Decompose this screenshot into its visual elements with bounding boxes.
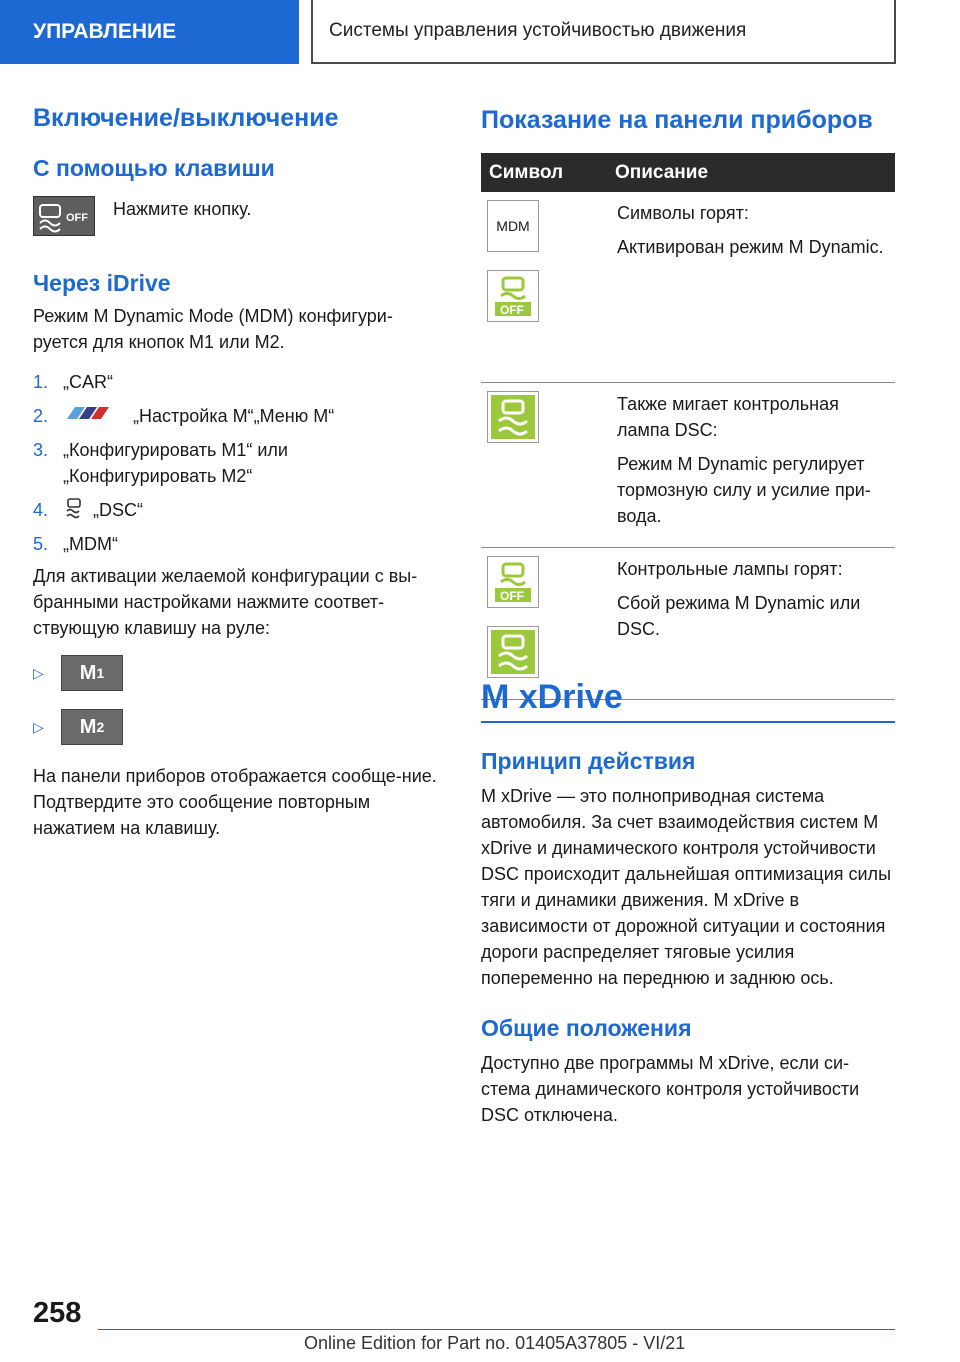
- svg-text:OFF: OFF: [66, 212, 88, 224]
- press-button-text: Нажмите кнопку.: [113, 199, 252, 219]
- list-item: 3. „Конфигурировать M1“ или „Конфигурировать M2“: [33, 440, 288, 486]
- dsc-indicator-icon: [487, 391, 539, 443]
- confirm-text: На панели приборов отображается сообще-ние. Подтвердите это сообщение повторным нажатием на клавишу.: [33, 766, 437, 838]
- symbol-cell: [481, 547, 607, 699]
- list-item: 5. „MDM“: [33, 534, 118, 554]
- dsc-icon: [63, 497, 85, 519]
- chapter-title: Системы управления устойчивостью движения: [329, 20, 747, 41]
- triangle-bullet-icon: ▷: [33, 718, 44, 735]
- m1-button-icon: M 1: [61, 655, 123, 691]
- chapter-header: [311, 0, 896, 64]
- subheading-button: С помощью клавиши: [33, 155, 275, 181]
- table-row: [481, 192, 895, 382]
- section-title: УПРАВЛЕНИЕ: [33, 20, 177, 43]
- footer-divider: [98, 1329, 895, 1330]
- general-text: Доступно две программы M xDrive, если си-стема динамического контроля устойчивости DSC отключена.: [481, 1053, 860, 1125]
- dsc-off-indicator-icon: [487, 556, 539, 608]
- m-settings-icon: [63, 403, 123, 423]
- dsc-off-indicator-icon: [487, 270, 539, 322]
- xdrive-title: M xDrive: [481, 678, 623, 716]
- svg-text:OFF: OFF: [500, 588, 524, 603]
- principle-heading: Принцип действия: [481, 748, 696, 774]
- section-tab: [0, 0, 299, 64]
- symbol-cell: [481, 382, 607, 547]
- col-symbol-header: Символ: [481, 153, 607, 192]
- table-header-row: [481, 153, 895, 192]
- triangle-bullet-icon: ▷: [33, 664, 44, 681]
- col-desc-header: Описание: [607, 153, 895, 192]
- dsc-indicator-icon: [487, 626, 539, 678]
- button-instruction: [33, 196, 443, 236]
- dsc-off-button-icon: [33, 196, 95, 236]
- table-row: [481, 547, 895, 699]
- description-cell: Контрольные лампы горят: Сбой режима M Dynamic или DSC.: [607, 547, 895, 699]
- right-text-column: [481, 748, 895, 1128]
- indicator-table: [481, 153, 895, 700]
- description-cell: Также мигает контрольная лампа DSC: Режим M Dynamic регулирует тормозную силу и усилие при-вода.: [607, 382, 895, 547]
- list-item: 4. „DSC“: [33, 497, 443, 523]
- list-item: 2. „Настройка M“„Меню M“: [33, 403, 443, 429]
- steps-list: [33, 369, 443, 557]
- general-heading: Общие положения: [481, 1015, 692, 1041]
- list-item: 1. „CAR“: [33, 372, 113, 392]
- principle-text: M xDrive — это полноприводная система автомобиля. За счет взаимодействия систем M xDrive и динамического контроля устойчивости DSC происходит дальнейшая оптимизация силы тяги и динамики движения. M xDrive в зависимости от дорожной ситуации и состояния дороги распределяет тяговые усилия попеременно на переднюю и заднюю ось.: [481, 786, 892, 988]
- m2-button-icon: M 2: [61, 709, 123, 745]
- table-row: [481, 382, 895, 547]
- mdm-intro-text: Режим M Dynamic Mode (MDM) конфигури-руется для кнопок M1 или M2.: [33, 306, 393, 352]
- subheading-idrive: Через iDrive: [33, 270, 171, 296]
- page-number: 258: [33, 1297, 82, 1329]
- symbol-cell: [481, 192, 607, 382]
- display-heading: Показание на панели приборов: [481, 106, 873, 134]
- description-cell: Символы горят: Активирован режим M Dynamic.: [607, 192, 895, 382]
- left-column: [33, 104, 443, 841]
- m2-row: [33, 709, 443, 745]
- activation-text: Для активации желаемой конфигурации с вы-бранными настройками нажмите соответ-ствующую клавишу на руле:: [33, 566, 418, 638]
- mdm-indicator-icon: MDM: [487, 200, 539, 252]
- edition-text: Online Edition for Part no. 01405A37805 - VI/21: [304, 1333, 686, 1353]
- m1-row: [33, 655, 443, 691]
- section-heading: Включение/выключение: [33, 104, 339, 132]
- xdrive-heading-block: [481, 678, 895, 723]
- svg-text:OFF: OFF: [500, 303, 524, 317]
